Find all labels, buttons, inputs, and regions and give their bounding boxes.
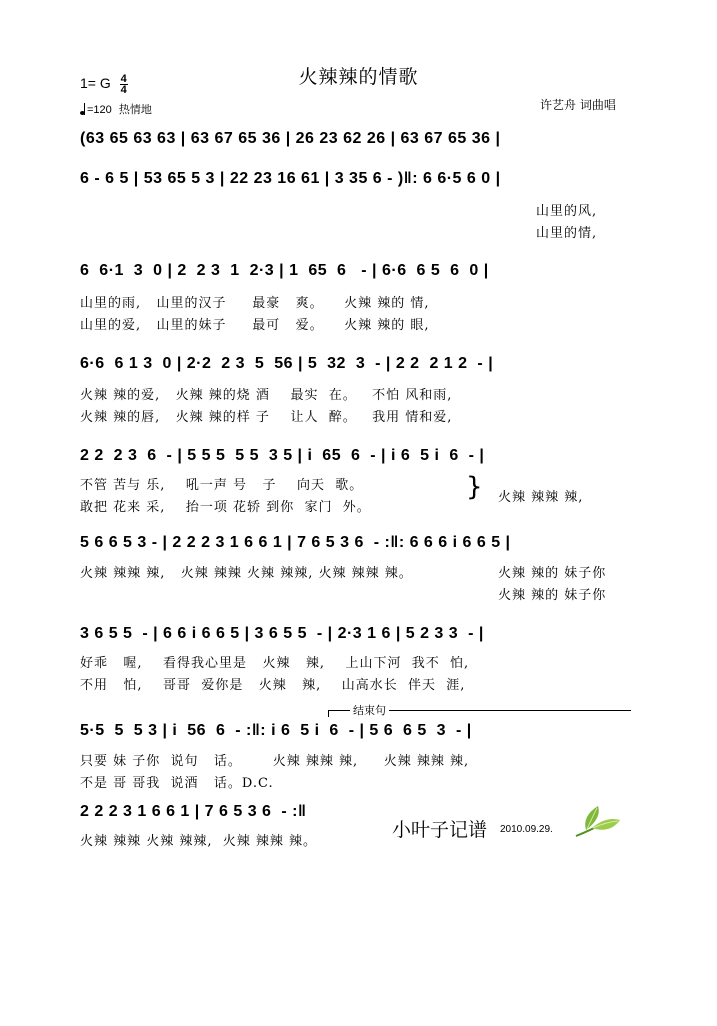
time-numerator: 4 [120,73,127,85]
time-denominator: 4 [120,84,127,96]
expression-mark: 热情地 [118,104,152,116]
notation-row-3: 6 6·1 3 0 | 2 2 3 1 2·3 | 1 65 6 - | 6·6 6 5 6 0 | [80,262,489,279]
notation-row-9: 2 2 2 3 1 6 6 1 | 7 6 5 3 6 - :‖ [80,803,307,820]
lyric-row-9-verse-1: 火辣 辣辣 火辣 辣辣, 火辣 辣辣 辣。 [80,834,318,849]
key-label: 1= G [80,75,111,92]
lyric-row-4-verse-2: 火辣 辣的唇, 火辣 辣的样 子 让人 醉。 我用 情和爱, [80,410,453,425]
lyric-row-7-verse-1: 好乖 喔, 看得我心里是 火辣 辣, 上山下河 我不 怕, [80,656,470,671]
notation-row-6: 5 6 6 5 3 - | 2 2 2 3 1 6 6 1 | 7 6 5 3 6 - :‖: 6 6 6 i 6 6 5 | [80,534,511,551]
lyric-row-8-verse-1: 只要 妹 子你 说句 话。 火辣 辣辣 辣, 火辣 辣辣 辣, [80,754,470,769]
lyric-row-6-right-1: 火辣 辣的 妹子你 [498,566,607,581]
lyric-row-5-verse-1: 不管 苦与 乐, 吼一声 号 子 向天 歌。 [80,478,364,493]
key-signature [80,74,128,95]
song-title: 火辣辣的情歌 [298,66,419,88]
lyric-row-3-verse-1: 山里的雨, 山里的汉子 最豪 爽。 火辣 辣的 情, [80,296,430,311]
lyric-row-5-verse-2: 敢把 花来 采, 抬一项 花轿 到你 家门 外。 [80,500,371,515]
notation-row-2: 6 - 6 5 | 53 65 5 3 | 22 23 16 61 | 3 35 6 - )‖: 6 6·5 6 0 | [80,170,501,187]
lyric-row-4-verse-1: 火辣 辣的爱, 火辣 辣的烧 酒 最实 在。 不怕 风和雨, [80,388,453,403]
quarter-note-icon [80,104,87,116]
notation-row-1: (63 65 63 63 | 63 67 65 36 | 26 23 62 26 | 63 67 65 36 | [80,130,501,147]
tempo-marking [80,101,152,117]
time-signature [120,74,128,95]
notation-row-4: 6·6 6 1 3 0 | 2·2 2 3 5 56 | 5 32 3 - | 2 2 2 1 2 - | [80,355,494,372]
lyric-row-7-verse-2: 不用 怕, 哥哥 爱你是 火辣 辣, 山高水长 伴天 涯, [80,678,466,693]
leaf-icon [572,802,622,840]
transcription-date: 2010.09.29. [500,824,553,835]
verse-brace: } [466,472,483,502]
lyric-row-6-verse-1: 火辣 辣辣 辣, 火辣 辣辣 火辣 辣辣, 火辣 辣辣 辣。 [80,566,413,581]
lyric-row-3-verse-2: 山里的爱, 山里的妹子 最可 爱。 火辣 辣的 眼, [80,318,430,333]
notation-row-5: 2 2 2 3 6 - | 5 5 5 5 5 3 5 | i 65 6 - | i 6 5 i 6 - | [80,447,485,464]
notation-row-8: 5·5 5 5 3 | i 56 6 - :‖: i 6 5 i 6 - | 5 6 6 5 3 - | [80,722,472,739]
credit-line: 许艺舟 词曲唱 [540,98,616,112]
ending-label: 结束句 [350,702,389,718]
lyric-row-5-shared: 火辣 辣辣 辣, [498,490,584,505]
notation-row-7: 3 6 5 5 - | 6 6 i 6 6 5 | 3 6 5 5 - | 2·3 1 6 | 5 2 3 3 - | [80,625,484,642]
lyric-row-2-verse-2: 山里的情, [536,226,598,241]
lyric-row-2-verse-1: 山里的风, [536,204,598,219]
lyric-row-6-right-2: 火辣 辣的 妹子你 [498,588,607,603]
transcriber-signature: 小叶子记谱 [392,819,488,841]
tempo-value: =120 [87,104,112,116]
lyric-row-8-verse-2: 不是 哥 哥我 说酒 话。D.C. [80,776,274,791]
